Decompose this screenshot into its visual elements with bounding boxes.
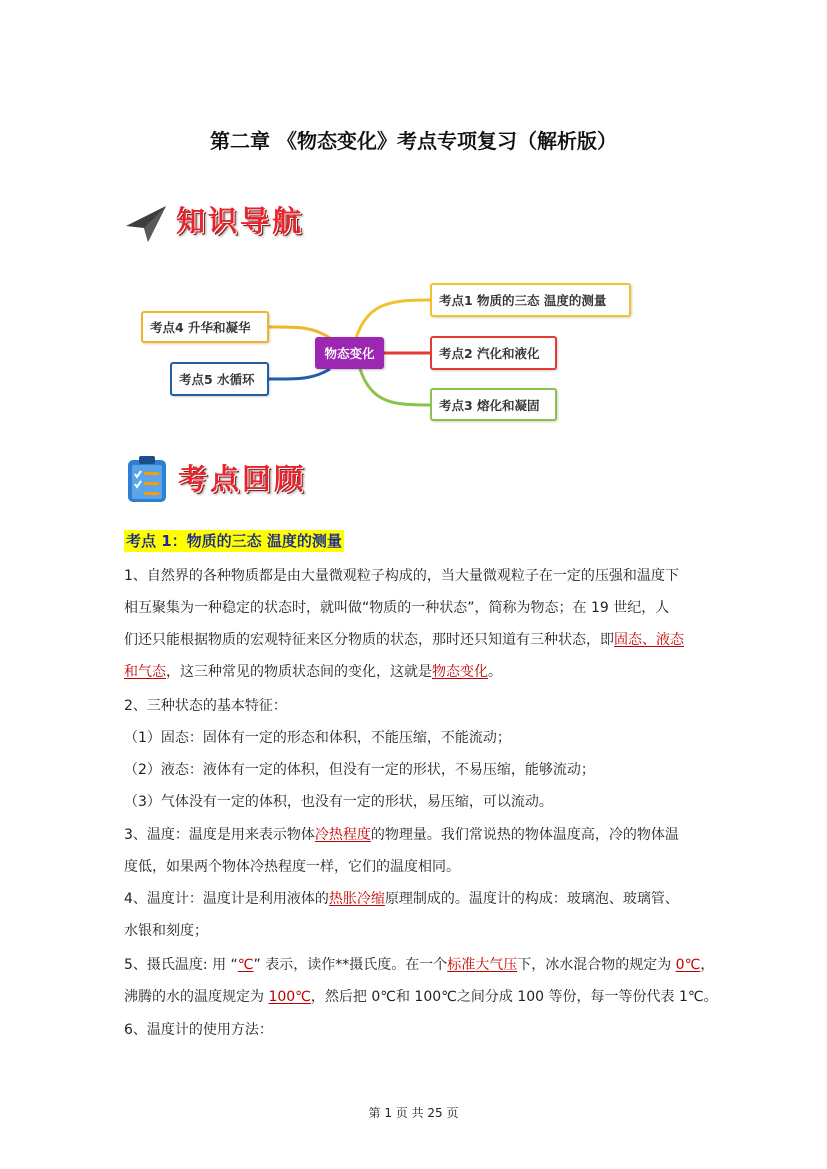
- text-segment: 原理制成的。温度计的构成：玻璃泡、玻璃管、: [384, 891, 679, 907]
- key-term: 和气态: [124, 664, 166, 680]
- text-line: [124, 921, 208, 941]
- section-heading-review: 考点回顾: [178, 462, 307, 496]
- text-segment: 沸腾的水的温度规定为: [124, 989, 269, 1005]
- key-term: 固态、液态: [614, 632, 684, 648]
- text-segment: 下，冰水混合物的规定为: [517, 957, 676, 973]
- mindmap-topic-2: 考点2 汽化和液化: [430, 336, 557, 370]
- text-segment: 度低，如果两个物体冷热程度一样，它们的温度相同。: [124, 859, 460, 875]
- connector-topic3: [360, 369, 430, 405]
- text-segment: （2）液态：液体有一定的体积，但没有一定的形状，不易压缩，能够流动；: [124, 762, 595, 778]
- mindmap-center-node: 物态变化: [315, 337, 384, 369]
- key-term: ℃: [237, 957, 254, 973]
- mindmap-topic-1: 考点1 物质的三态 温度的测量: [430, 283, 631, 317]
- text-segment: 5、摄氏温度: 用 “: [124, 957, 238, 973]
- text-segment: 4、温度计：温度计是利用液体的: [124, 891, 329, 907]
- text-segment: 1、自然界的各种物质都是由大量微观粒子构成的，当大量微观粒子在一定的压强和温度下: [124, 568, 679, 584]
- key-term: 冷热程度: [314, 827, 371, 843]
- text-segment: 们还只能根据物质的宏观特征来区分物质的状态，那时还只知道有三种状态，即: [124, 632, 614, 648]
- mindmap-topic-3: 考点3 熔化和凝固: [430, 388, 557, 421]
- connector-topic5: [269, 369, 330, 379]
- text-line: [124, 662, 502, 682]
- mindmap-connectors: [0, 0, 827, 460]
- text-line: [124, 987, 718, 1007]
- text-segment: ” 表示，读作**摄氏度。在一个: [253, 957, 448, 973]
- clipboard-checklist-icon: [126, 455, 168, 503]
- text-line: [124, 857, 460, 877]
- page-title: 第二章 《物态变化》考点专项复习（解析版）: [210, 129, 617, 153]
- text-line: [124, 825, 679, 845]
- key-term: 物态变化: [432, 664, 488, 680]
- section-heading-knowledge-nav: 知识导航: [176, 204, 305, 238]
- text-line: [124, 955, 714, 975]
- text-segment: 水银和刻度；: [124, 923, 208, 939]
- connector-topic1: [356, 300, 430, 338]
- key-term: 标准大气压: [447, 957, 518, 973]
- mindmap-topic-4: 考点4 升华和凝华: [141, 311, 269, 343]
- text-segment: ，: [700, 957, 715, 973]
- key-term: 0℃: [675, 957, 701, 973]
- text-segment: 2、三种状态的基本特征：: [124, 698, 287, 714]
- text-line: [124, 630, 684, 650]
- text-segment: ，然后把 0℃和 100℃之间分成 100 等份，每一等份代表 1℃。: [310, 989, 718, 1005]
- page-footer: 第 1 页 共 25 页: [368, 1106, 459, 1120]
- text-line: [124, 696, 287, 716]
- key-term: 热胀冷缩: [328, 891, 385, 907]
- text-line: [124, 889, 679, 909]
- mindmap-topic-5: 考点5 水循环: [170, 362, 269, 396]
- key-term: 100℃: [268, 989, 311, 1005]
- text-line: [124, 760, 595, 780]
- text-segment: 的物理量。我们常说热的物体温度高，冷的物体温: [370, 827, 679, 843]
- text-segment: 相互聚集为一种稳定的状态时，就叫做“物质的一种状态”，简称为物态；在 19 世纪，人: [124, 600, 670, 616]
- text-segment: ，这三种常见的物质状态间的变化，这就是: [166, 664, 432, 680]
- text-segment: 。: [488, 664, 502, 680]
- text-segment: 6、温度计的使用方法：: [124, 1022, 273, 1038]
- text-line: [124, 1020, 273, 1040]
- topic-heading: 考点 1：物质的三态 温度的测量: [126, 532, 342, 550]
- text-line: [124, 566, 679, 586]
- text-line: [124, 792, 553, 812]
- text-segment: （1）固态：固体有一定的形态和体积，不能压缩，不能流动；: [124, 730, 511, 746]
- text-segment: （3）气体没有一定的体积，也没有一定的形状，易压缩，可以流动。: [124, 794, 553, 810]
- text-segment: 3、温度：温度是用来表示物体: [124, 827, 315, 843]
- text-line: [124, 598, 669, 618]
- text-line: [124, 728, 511, 748]
